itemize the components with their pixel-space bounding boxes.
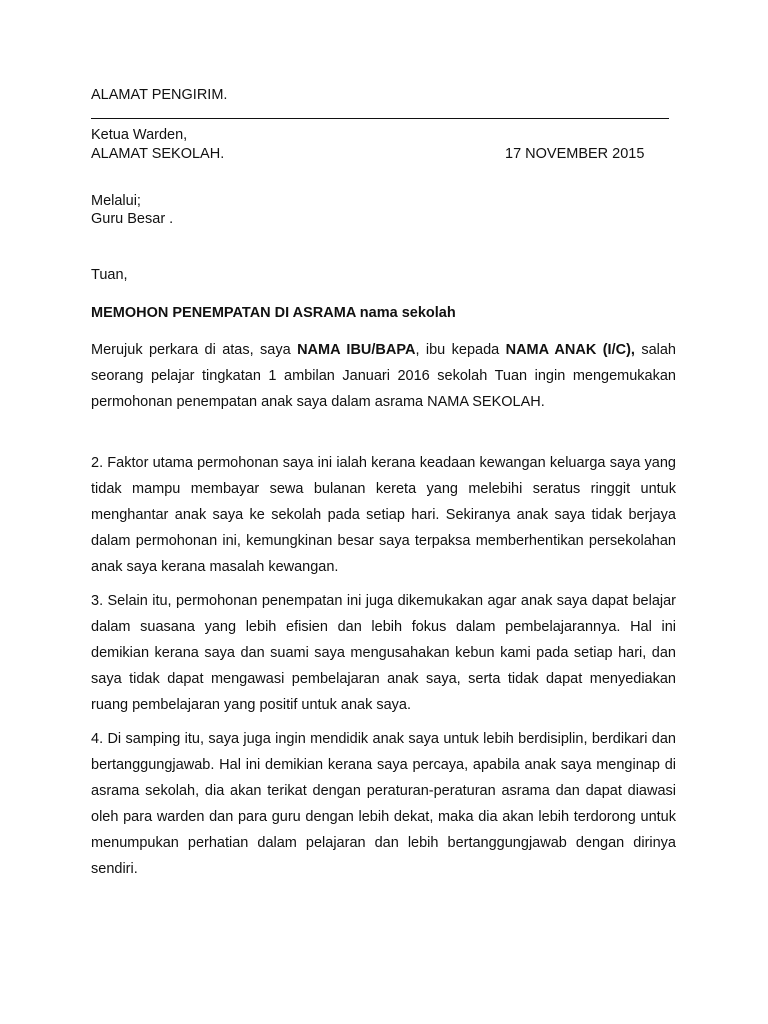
letter-date: 17 NOVEMBER 2015 [505, 146, 645, 162]
paragraph-1-text-a: Merujuk perkara di atas, saya [91, 342, 298, 358]
paragraph-1-text-c: salah seorang pelajar tingkatan 1 ambilan Januari 2016 sekolah Tuan ingin mengemukakan permohonan penempatan anak saya dalam asrama NAMA SEKOLAH. [91, 342, 677, 410]
recipient-title: Ketua Warden, [91, 127, 188, 143]
recipient-address: ALAMAT SEKOLAH. [91, 146, 225, 162]
paragraph-2: 2. Faktor utama permohonan saya ini ialah kerana keadaan kewangan keluarga saya yang tidak mampu membayar sewa bulanan kereta yang melebihi seratus ringgit untuk menghantar anak saya ke sekolah pada setiap hari. Sekiranya anak saya tidak berjaya dalam permohonan ini, kemungkinan besar saya terpaksa memberhentikan persekolahan anak saya kerana masalah kewangan. [91, 455, 676, 575]
via-name: Guru Besar . [91, 211, 174, 227]
sender-address: ALAMAT PENGIRIM. [91, 87, 228, 103]
paragraph-4: 4. Di samping itu, saya juga ingin mendidik anak saya untuk lebih berdisiplin, berdikari dan bertanggungjawab. Hal ini demikian kerana saya percaya, apabila anak saya menginap di asrama sekolah, dia akan terikat dengan peraturan-peraturan asrama dan dapat diawasi oleh para warden dan para guru dengan lebih dekat, maka dia akan lebih terdorong untuk menumpukan perhatian dalam pelajaran dan lebih bertanggungjawab dengan dirinya sendiri. [91, 731, 676, 877]
parent-name: NAMA IBU/BAPA [297, 342, 416, 358]
child-name: NAMA ANAK (I/C), [505, 342, 635, 358]
address-underline [91, 118, 669, 119]
paragraph-1 [91, 337, 676, 415]
letter-subject: MEMOHON PENEMPATAN DI ASRAMA nama sekolah [91, 305, 456, 321]
paragraph-3: 3. Selain itu, permohonan penempatan ini juga dikemukakan agar anak saya dapat belajar dalam suasana yang lebih efisien dan lebih fokus dalam pembelajarannya. Hal ini demikian kerana saya dan suami saya mengusahakan kebun kami pada setiap hari, dan saya tidak dapat mengawasi pembelajaran anak saya, serta tidak dapat menyediakan ruang pembelajaran yang positif untuk anak saya. [91, 593, 676, 713]
paragraph-1-text-b: , ibu kepada [415, 342, 506, 358]
via-label: Melalui; [91, 193, 141, 209]
salutation: Tuan, [91, 267, 128, 283]
